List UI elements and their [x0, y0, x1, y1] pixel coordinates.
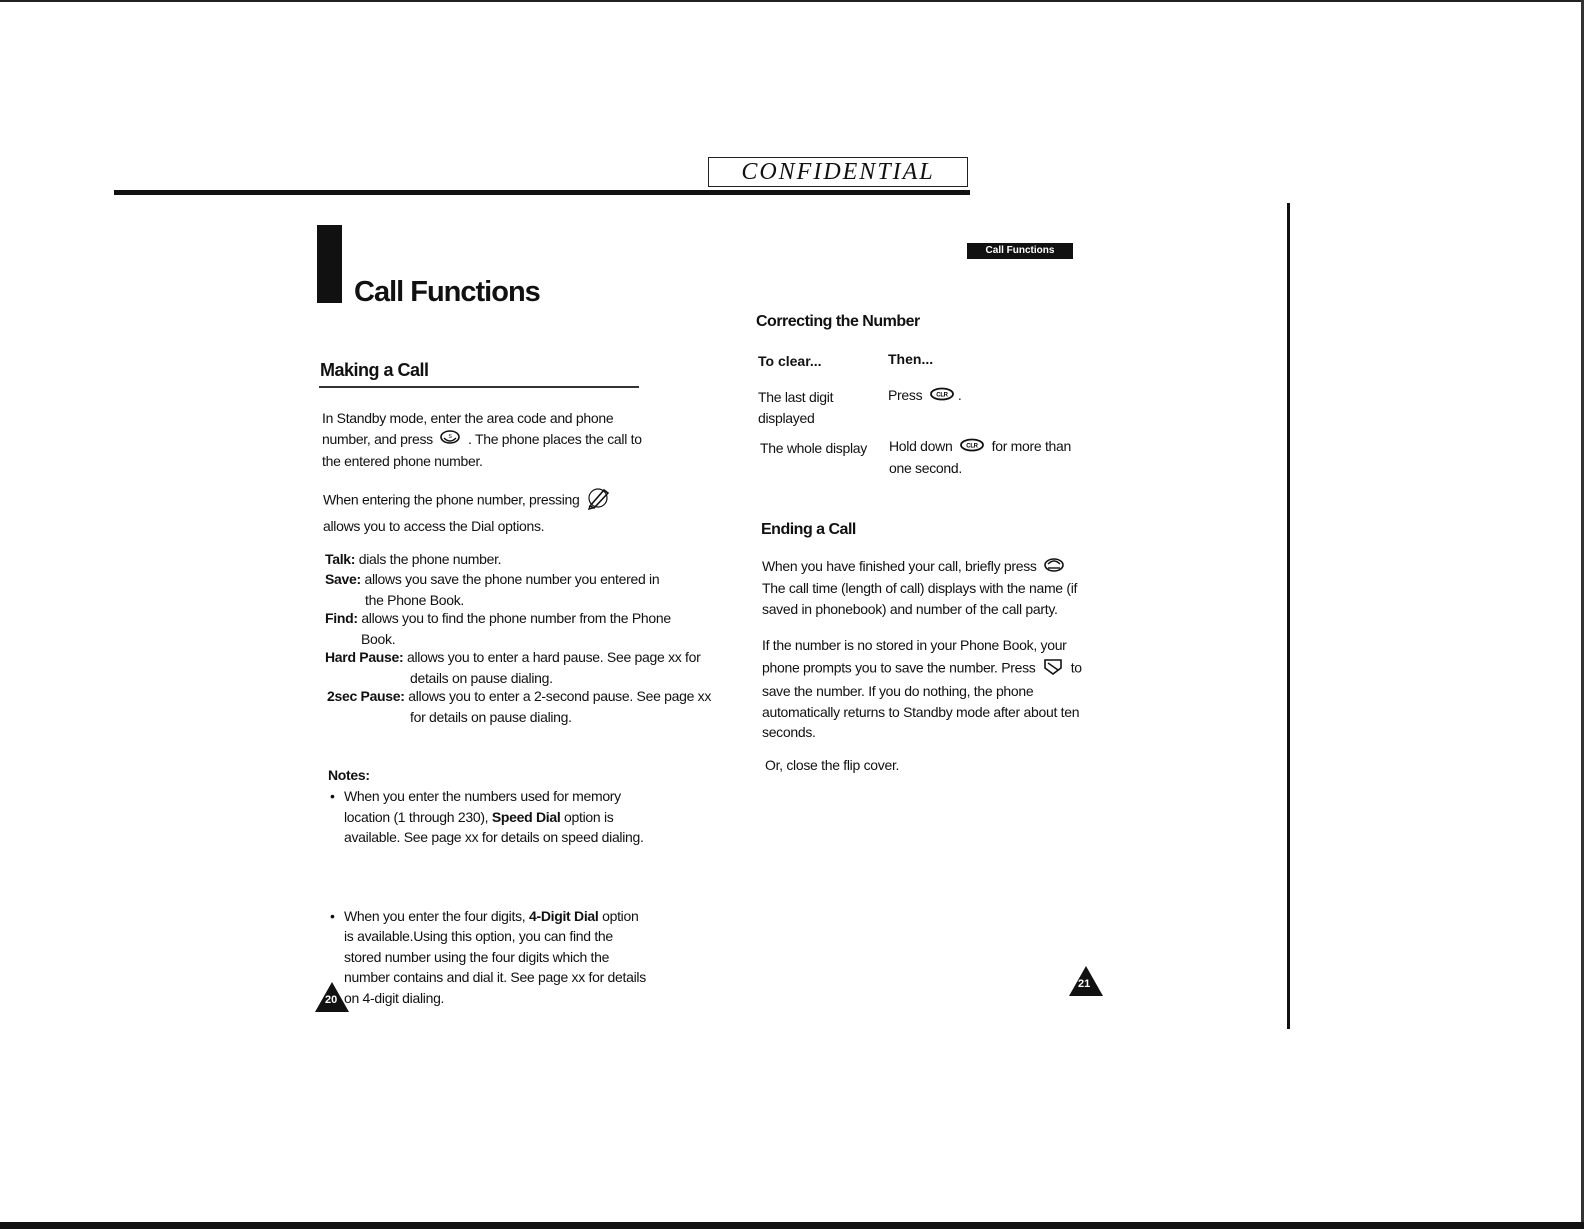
- note-item-speed-dial: [330, 786, 654, 848]
- table-cell-clear: The last digit displayed: [758, 389, 834, 426]
- note-text-a: When you enter the four digits,: [344, 907, 526, 924]
- save-softkey-icon: [1042, 656, 1064, 682]
- section-title-making-a-call: Making a Call: [320, 360, 429, 380]
- chapter-bar: [317, 225, 342, 303]
- ending-paragraph-2: [762, 635, 1084, 743]
- making-paragraph-2: [323, 486, 643, 536]
- option-term: Talk:: [325, 551, 356, 567]
- send-key-icon: [439, 429, 461, 451]
- ending-paragraph-1: [762, 556, 1082, 619]
- note-text-b: option is available. See page xx for details on speed dialing.: [344, 808, 644, 845]
- ending-p2-text-a: If the number is no stored in your Phone Book, your phone prompts you to save the number. Press: [762, 637, 1067, 675]
- page-number-text: 21: [1078, 978, 1091, 990]
- option-term: Find:: [325, 610, 358, 626]
- making-p1-text-b: . The phone places the call to the entered phone number.: [322, 430, 642, 469]
- page-number-right: [1069, 966, 1103, 996]
- section-rule: [319, 386, 639, 388]
- dial-option-save: [325, 569, 665, 610]
- note-bold-term: 4-Digit Dial: [528, 907, 599, 924]
- scan-edge-bottom: [0, 1222, 1584, 1229]
- ending-paragraph-3: Or, close the flip cover.: [765, 757, 900, 773]
- option-term: 2sec Pause:: [327, 688, 405, 704]
- option-term: Save:: [325, 571, 361, 587]
- dial-option-2sec-pause: [327, 686, 718, 727]
- menu-pen-key-icon: [586, 486, 610, 516]
- then-text-b: for more than one second.: [889, 438, 1072, 476]
- confidential-stamp: CONFIDENTIAL: [708, 157, 968, 187]
- making-p1-text-a: In Standby mode, enter the area code and phone number, and press: [322, 410, 614, 447]
- section-tab: Call Functions: [967, 243, 1073, 259]
- section-title-ending: Ending a Call: [761, 521, 856, 538]
- table-cell-then: [889, 436, 1089, 478]
- svg-text:S: S: [448, 434, 452, 441]
- dial-option-find: [325, 608, 671, 649]
- page-edge-rule: [1287, 203, 1290, 1029]
- page-number-left: [315, 982, 349, 1012]
- chapter-title: Call Functions: [354, 276, 540, 308]
- note-text-a: When you enter the numbers used for memory location (1 through 230),: [344, 788, 621, 825]
- making-p2-text-b: allows you to access the Dial options.: [323, 517, 545, 534]
- making-paragraph-1: [322, 408, 648, 471]
- svg-text:CLR: CLR: [936, 392, 948, 399]
- ending-p2-text-b: to save the number. If you do nothing, the phone automatically returns to Standby mode after about ten seconds.: [762, 658, 1082, 740]
- table-header-then: Then...: [888, 351, 934, 367]
- dial-option-hard-pause: [325, 647, 710, 688]
- option-text: allows you to enter a 2-second pause. See page xx for details on pause dialing.: [408, 688, 712, 725]
- header-rule: [114, 190, 970, 195]
- section-title-correcting: Correcting the Number: [756, 313, 920, 330]
- table-cell-clear: The whole display: [760, 440, 867, 456]
- note-bold-term: Speed Dial: [491, 808, 561, 825]
- clr-key-icon: [929, 386, 955, 407]
- note-text-b: option is available.Using this option, you can find the stored number using the four digits which the number contains and dial it. See page xx for details on 4-digit dialing.: [344, 907, 646, 1006]
- clr-key-icon: [959, 437, 985, 458]
- notes-title: Notes:: [328, 767, 370, 783]
- option-term: Hard Pause:: [325, 649, 404, 665]
- table-header-clear: To clear...: [758, 353, 822, 369]
- option-text: dials the phone number.: [358, 551, 502, 567]
- scan-edge-top: [0, 0, 1584, 2]
- option-text: allows you save the phone number you entered in the Phone Book.: [364, 571, 660, 608]
- dial-option-talk: [325, 549, 655, 570]
- ending-p1-text-a: When you have finished your call, briefly press: [762, 558, 1037, 574]
- making-p2-text-a: When entering the phone number, pressing: [323, 491, 580, 508]
- then-text-a: Press: [888, 387, 923, 403]
- option-text: allows you to find the phone number from the Phone Book.: [361, 610, 671, 647]
- end-key-icon: [1043, 557, 1065, 579]
- note-item-4-digit-dial: [330, 906, 649, 1009]
- option-text: allows you to enter a hard pause. See page xx for details on pause dialing.: [407, 649, 701, 686]
- svg-text:CLR: CLR: [966, 443, 978, 450]
- then-text-a: Hold down: [889, 438, 953, 454]
- ending-p1-text-b: The call time (length of call) displays with the name (if saved in phonebook) and number of the call party.: [762, 580, 1078, 617]
- then-text-b: .: [957, 387, 962, 403]
- table-cell-then: [888, 385, 961, 407]
- page-number-text: 20: [325, 994, 338, 1006]
